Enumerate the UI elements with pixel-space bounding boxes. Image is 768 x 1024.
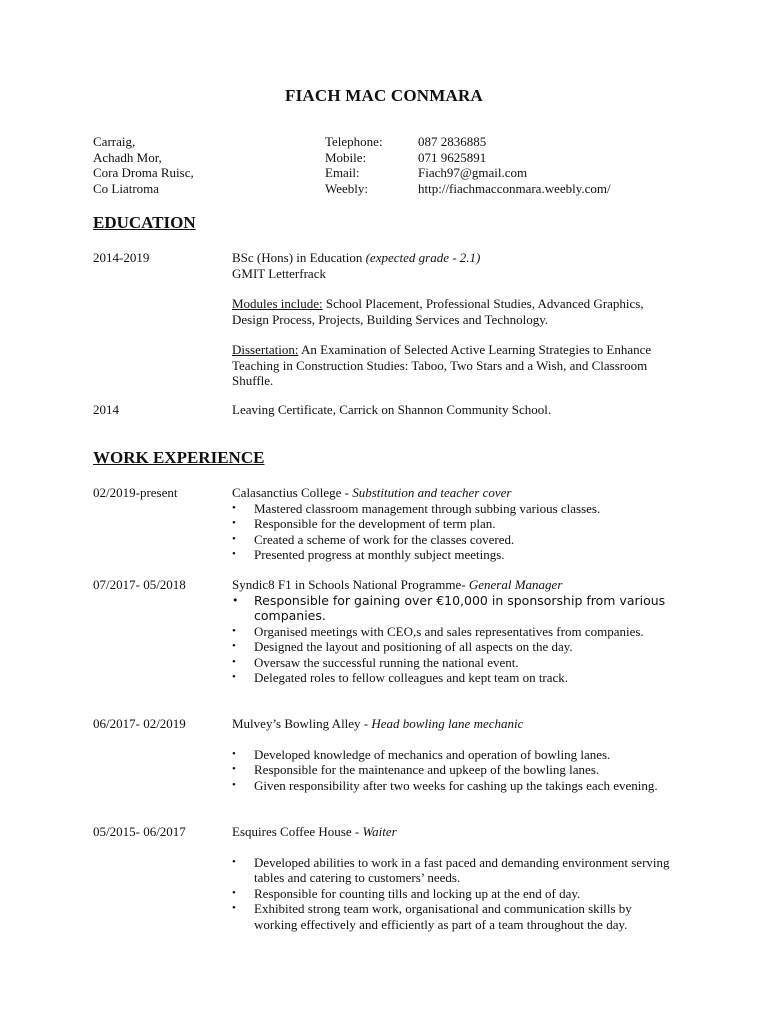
degree-institution: GMIT Letterfrack <box>232 265 326 281</box>
contact-telephone <box>325 134 611 150</box>
address-line: Carraig, <box>93 134 136 149</box>
entry-date: 02/2019-present <box>93 485 178 500</box>
cv-name: FIACH MAC CONMARA <box>285 86 483 105</box>
postal-address <box>93 134 194 196</box>
job-role: Head bowling lane mechanic <box>371 716 524 731</box>
entry-date: 2014-2019 <box>93 250 150 265</box>
address-line: Achadh Mor, <box>93 149 162 165</box>
list-item: • Created a scheme of work for the classes covered. <box>232 532 672 548</box>
contact-value: 087 2836885 <box>418 134 487 149</box>
contact-details <box>325 134 611 196</box>
entry-body <box>232 577 672 686</box>
list-item: • Developed knowledge of mechanics and operation of bowling lanes. <box>232 747 672 763</box>
work-heading: WORK EXPERIENCE <box>93 448 265 467</box>
job-duties <box>232 747 672 794</box>
list-item: • Presented progress at monthly subject meetings. <box>232 547 672 563</box>
contact-mobile <box>325 150 611 166</box>
list-item: • Given responsibility after two weeks for cashing up the takings each evening. <box>232 778 672 794</box>
job-employer: Calasanctius College - <box>232 485 353 500</box>
contact-weebly <box>325 181 611 197</box>
list-item: • Oversaw the successful running the national event. <box>232 655 672 671</box>
address-line: Co Liatroma <box>93 180 160 196</box>
job-employer: Esquires Coffee House - <box>232 824 363 839</box>
dissertation-text: An Examination of Selected Active Learning Strategies to Enhance Teaching in Construction Studies: Taboo, Two Stars and a Wish, and Classroom Shuffle. <box>232 342 652 388</box>
job-duties <box>232 501 672 563</box>
entry-date: 2014 <box>93 402 119 417</box>
list-item: • Responsible for gaining over €10,000 in sponsorship from various companies. <box>232 593 672 624</box>
list-item: • Responsible for the maintenance and upkeep of the bowling lanes. <box>232 762 672 778</box>
list-item: • Developed abilities to work in a fast paced and demanding environment serving tables and catering to customers’ needs. <box>232 855 672 886</box>
job-employer: Mulvey’s Bowling Alley - <box>232 716 372 731</box>
job-duties <box>232 855 672 933</box>
list-item: • Mastered classroom management through subbing various classes. <box>232 501 672 517</box>
job-role: Substitution and teacher cover <box>352 485 512 500</box>
entry-body: Leaving Certificate, Carrick on Shannon Community School. <box>232 402 552 417</box>
entry-body <box>232 716 672 793</box>
modules-label: Modules include: <box>232 296 323 311</box>
degree-title: BSc (Hons) in Education <box>232 250 363 265</box>
entry-body <box>232 250 672 389</box>
list-item: • Exhibited strong team work, organisational and communication skills by working effectively and efficiently as part of a team throughout the day. <box>232 901 672 932</box>
modules-text: School Placement, Professional Studies, Advanced Graphics, Design Process, Projects, Building Services and Technology. <box>232 296 644 327</box>
entry-body <box>232 485 672 563</box>
contact-value: 071 9625891 <box>418 149 487 165</box>
entry-date: 05/2015- 06/2017 <box>93 824 186 839</box>
job-role: General Manager <box>468 577 563 592</box>
degree-grade: (expected grade - 2.1) <box>365 250 481 265</box>
contact-value: Fiach97@gmail.com <box>418 165 528 180</box>
job-duties <box>232 593 672 686</box>
contact-label: Mobile: <box>325 149 367 165</box>
dissertation-label: Dissertation: <box>232 342 299 357</box>
contact-label: Weebly: <box>325 180 368 196</box>
job-employer: Syndic8 F1 in Schools National Programme- <box>232 577 469 592</box>
contact-email <box>325 165 611 181</box>
contact-label: Email: <box>325 165 360 180</box>
education-heading: EDUCATION <box>93 213 196 232</box>
entry-date: 06/2017- 02/2019 <box>93 716 186 731</box>
list-item: • Responsible for counting tills and locking up at the end of day. <box>232 886 672 902</box>
list-item: • Responsible for the development of term plan. <box>232 516 672 532</box>
list-item: • Designed the layout and positioning of all aspects on the day. <box>232 639 672 655</box>
entry-body <box>232 824 672 932</box>
job-role: Waiter <box>362 824 397 839</box>
address-line: Cora Droma Ruisc, <box>93 165 194 180</box>
contact-value: http://fiachmacconmara.weebly.com/ <box>418 180 611 196</box>
list-item: • Delegated roles to fellow colleagues and kept team on track. <box>232 670 672 686</box>
list-item: • Organised meetings with CEO,s and sales representatives from companies. <box>232 624 672 640</box>
contact-label: Telephone: <box>325 134 383 149</box>
entry-date: 07/2017- 05/2018 <box>93 577 186 592</box>
